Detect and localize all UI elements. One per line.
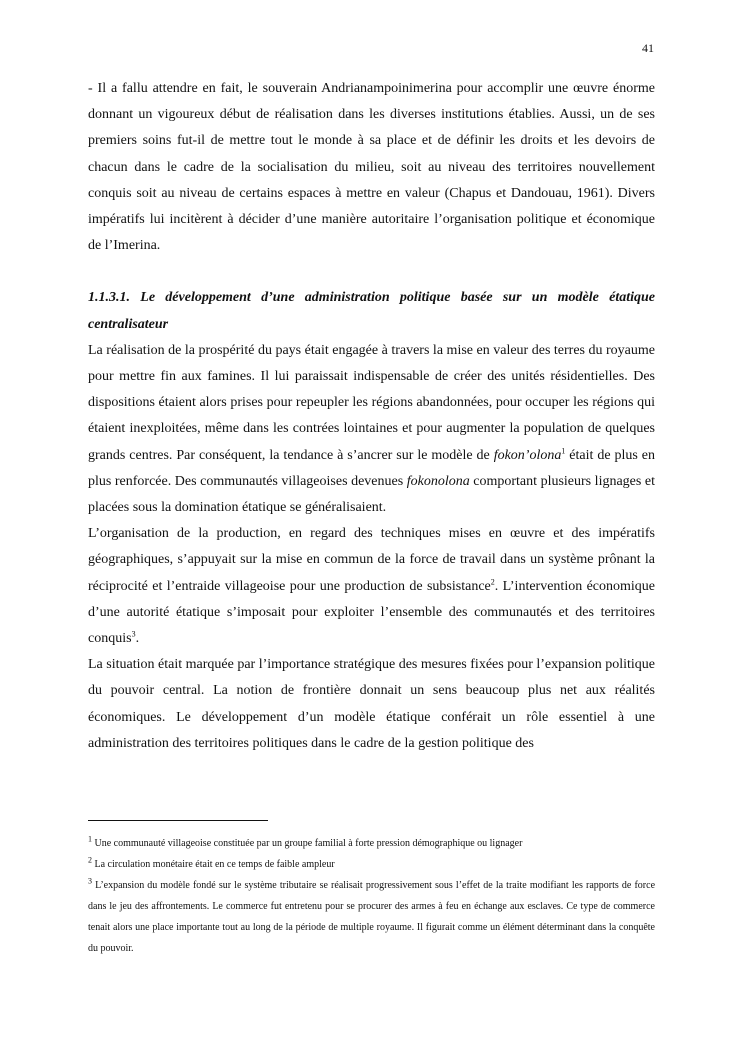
footnote-ref-2: 2 bbox=[490, 577, 495, 586]
footnote-number: 2 bbox=[88, 855, 92, 865]
footnote-ref-3: 3 bbox=[131, 629, 136, 639]
text-segment: comportant plusieurs lignages et placées sous la domination étatique se généralisaient. bbox=[88, 473, 655, 516]
page-number: 41 bbox=[642, 41, 654, 55]
section-heading: 1.1.3.1. Le développement d’une administration politique basée sur un modèle étatique centralisateur bbox=[88, 290, 655, 332]
text-segment: La réalisation de la prospérité du pays était engagée à travers la mise en valeur des terres du royaume pour mettre fin aux famines. Il lui paraissait indispensable de créer des unités résidentielles. Des dispositions étaient alors prises pour repeupler les régions abandonnées, pour occuper les régions qui étaient inexploitées, même dans les contrées lointaines et pour augmenter la population de quelques grands centres. Par conséquent, la tendance à s’ancrer sur le modèle de bbox=[88, 342, 655, 463]
footnote-divider bbox=[88, 820, 268, 821]
paragraph-production bbox=[88, 521, 655, 652]
footnote-text: L’expansion du modèle fondé sur le système tributaire se réalisait progressivement sous l’effet de la traite modifiant les rapports de force dans le jeu des affrontements. Le commerce fut entretenu pour se procurer des armes à feu en échange aux esclaves. Ce type de commerce tenait alors une place importante tout au long de la période de multiple royaume. Il figurait comme un élément déterminant dans la conquête du pouvoir. bbox=[88, 880, 656, 954]
text-segment: . L’intervention économique d’une autorité étatique s’imposait pour exploiter l’ensemble des communautés et des territoires conquis bbox=[88, 578, 655, 647]
footnotes bbox=[88, 820, 655, 959]
paragraph-prosperity bbox=[88, 338, 655, 521]
text-segment: . bbox=[135, 631, 140, 647]
main-text bbox=[88, 76, 655, 757]
term-fokonolona: fokon’olona bbox=[493, 447, 562, 463]
footnote-number: 3 bbox=[88, 876, 92, 886]
footnote-ref-1: 1 bbox=[561, 445, 566, 455]
text-segment: était de plus en plus renforcée. Des communautés villageoises devenues bbox=[88, 447, 655, 489]
paragraph-intro: - Il a fallu attendre en fait, le souverain Andrianampoinimerina pour accomplir une œuvre énorme donnant un vigoureux début de réalisation dans les diverses institutions établies. Aussi, un de ses premiers soins fut-il de mettre tout le monde à sa place et de définir les droits et les devoirs de chacun dans le cadre de la socialisation du milieu, soit au niveau des territoires nouvellement conquis soit au niveau de certains espaces à mettre en valeur (Chapus et Dandouau, 1961). Divers impératifs lui incitèrent à décider d’une manière autoritaire l’organisation politique et économique de l’Imerina. bbox=[88, 81, 655, 254]
footnote-text: Une communauté villageoise constituée par un groupe familial à forte pression démographique ou lignager bbox=[94, 838, 523, 849]
text-segment: L’organisation de la production, en regard des techniques mises en œuvre et des impératifs géographiques, s’appuyait sur la mise en commun de la force de travail dans un système prônant la réciprocité et l’entraide villageoise pour une production de subsistance bbox=[88, 526, 655, 594]
footnote bbox=[88, 854, 655, 875]
footnote-number: 1 bbox=[88, 834, 92, 844]
footnote-text: La circulation monétaire était en ce temps de faible ampleur bbox=[94, 859, 335, 870]
term-fokonolona: fokonolona bbox=[406, 473, 470, 489]
footnote bbox=[88, 833, 655, 854]
footnote bbox=[88, 875, 655, 959]
paragraph-situation: La situation était marquée par l’importance stratégique des mesures fixées pour l’expansion politique du pouvoir central. La notion de frontière donnait un sens beaucoup plus net aux réalités économiques. Le développement d’un modèle étatique conférait un rôle essentiel à une administration des territoires politiques dans le cadre de la gestion politique des bbox=[88, 657, 655, 751]
